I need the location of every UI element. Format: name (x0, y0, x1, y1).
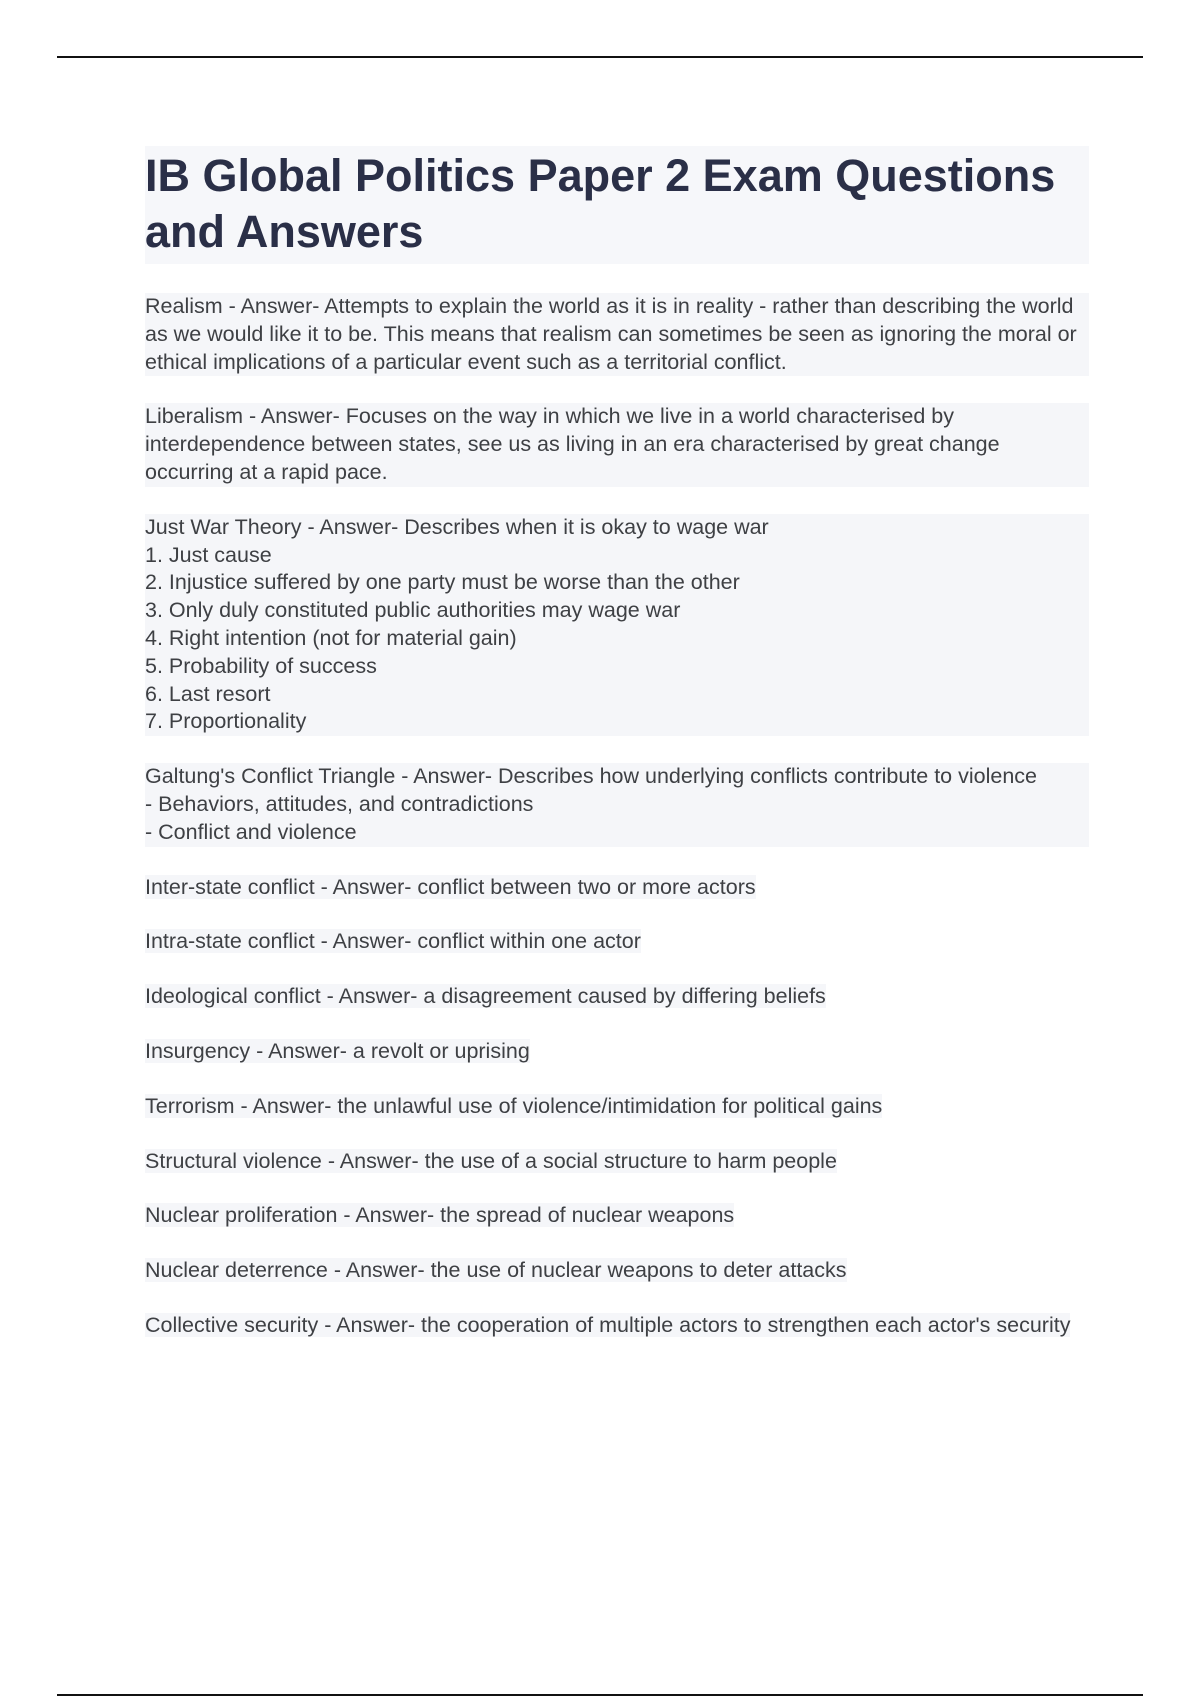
entry-realism (145, 293, 1089, 376)
entry-line: Galtung's Conflict Triangle - Answer- Describes how underlying conflicts contribute to violence (145, 763, 1089, 791)
entry-list (145, 293, 1089, 1340)
entry-intra-state-conflict (145, 928, 1089, 956)
entry-terrorism (145, 1093, 1089, 1121)
list-item: 3. Only duly constituted public authorities may wage war (145, 597, 1089, 625)
entry-line: Just War Theory - Answer- Describes when it is okay to wage war (145, 514, 1089, 542)
entry-collective-security (145, 1312, 1089, 1340)
top-rule (57, 56, 1143, 58)
entry-line: Inter-state conflict - Answer- conflict between two or more actors (145, 874, 756, 899)
entry-line: Intra-state conflict - Answer- conflict within one actor (145, 929, 641, 954)
entry-insurgency (145, 1038, 1089, 1066)
entry-line: Liberalism - Answer- Focuses on the way in which we live in a world characterised by interdependence between states, see us as living in an era characterised by great change occurring at a rapid pace. (145, 403, 1089, 486)
list-item: - Behaviors, attitudes, and contradictions (145, 791, 1089, 819)
entry-nuclear-deterrence (145, 1257, 1089, 1285)
bottom-rule (57, 1694, 1143, 1696)
entry-line: Insurgency - Answer- a revolt or uprising (145, 1038, 530, 1063)
entry-ideological-conflict (145, 983, 1089, 1011)
entry-just-war-theory (145, 514, 1089, 736)
list-item: 5. Probability of success (145, 653, 1089, 681)
list-item: 1. Just cause (145, 542, 1089, 570)
document-body (145, 146, 1089, 1367)
list-item: 2. Injustice suffered by one party must be worse than the other (145, 569, 1089, 597)
entry-line: Terrorism - Answer- the unlawful use of violence/intimidation for political gains (145, 1093, 883, 1118)
entry-nuclear-proliferation (145, 1202, 1089, 1230)
list-item: 4. Right intention (not for material gain) (145, 625, 1089, 653)
entry-inter-state-conflict (145, 874, 1089, 902)
entry-structural-violence (145, 1148, 1089, 1176)
list-item: - Conflict and violence (145, 819, 1089, 847)
list-item: 6. Last resort (145, 681, 1089, 709)
entry-line: Nuclear proliferation - Answer- the spread of nuclear weapons (145, 1203, 735, 1228)
entry-line: Collective security - Answer- the cooperation of multiple actors to strengthen each actor's security (145, 1312, 1071, 1337)
entry-line: Realism - Answer- Attempts to explain the world as it is in reality - rather than describing the world as we would like it to be. This means that realism can sometimes be seen as ignoring the moral or ethical implications of a particular event such as a territorial conflict. (145, 293, 1089, 376)
title-block (145, 146, 1089, 264)
entry-line: Ideological conflict - Answer- a disagreement caused by differing beliefs (145, 984, 826, 1009)
entry-line: Nuclear deterrence - Answer- the use of nuclear weapons to deter attacks (145, 1258, 847, 1283)
entry-galtung-conflict-triangle (145, 763, 1089, 846)
entry-line: Structural violence - Answer- the use of a social structure to harm people (145, 1148, 837, 1173)
list-item: 7. Proportionality (145, 708, 1089, 736)
entry-liberalism (145, 403, 1089, 486)
page-title: IB Global Politics Paper 2 Exam Questions and Answers (145, 150, 1056, 257)
